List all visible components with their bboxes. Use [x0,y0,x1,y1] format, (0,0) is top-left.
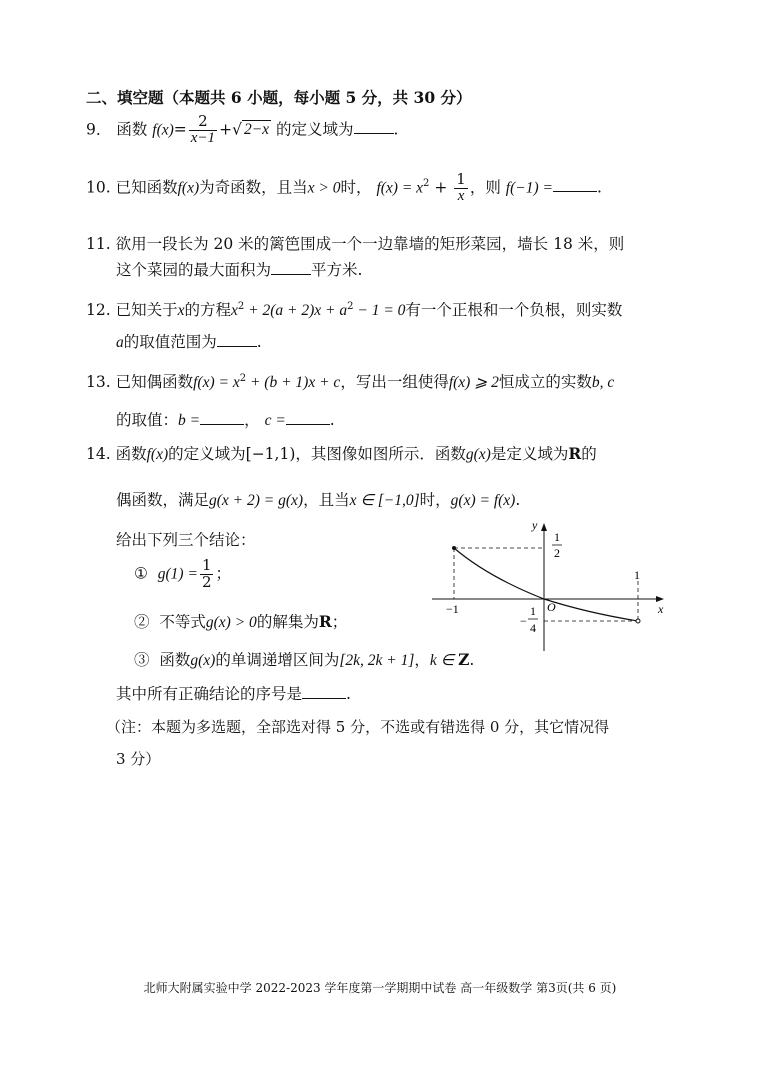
question-13: 13. 已知偶函数$f(x) = x^2 + (b + 1)x + c$，写出一组使得f(x) ⩾ 2恒成立的实数b, c [86,372,615,391]
q14-answer-blank[interactable] [302,698,346,699]
q13-b-blank[interactable] [200,424,244,425]
q14-note-line2: 3 分） [116,750,161,768]
one-label: 1 [634,568,640,582]
q12-answer-blank[interactable] [217,346,257,347]
y-axis-arrow [541,523,547,531]
c1-fraction: $\frac{1}{2}$ [201,556,212,591]
function-curve [454,548,638,621]
q14-conclusion-3: ③ 函数g(x)的单调递增区间为[2k, 2k + 1]，k ∈ Z. [134,650,475,669]
q14-conclusion-1: ① g(1) = $\frac{1}{2}$ ； [134,556,231,591]
x-axis-label: x [658,602,664,616]
curve-start-point [452,546,456,550]
question-14: 14. 函数f(x)的定义域为[−1,1)，其图像如图所示．函数g(x)是定义域为R的 [86,444,597,463]
q9-fraction: $\frac{2}{x-1}$ [190,112,216,146]
q9-number: 9． [86,120,112,139]
question-11-line2: 这个菜园的最大面积为 平方米. [116,261,363,279]
quarter-numerator: 1 [530,604,536,618]
page-footer: 北师大附属实验中学 2022-2023 学年度第一学期期中试卷 高一年级数学 第3页(共 6 页) [143,981,617,995]
question-12-line2: a的取值范围为 . [116,333,262,351]
function-graph [428,515,678,655]
question-9: 9． 函数 f(x)= $\frac{2}{x-1}$ +√ 2−x 的定义域为 . [86,112,399,146]
half-denominator: 2 [554,546,560,560]
q14-conclusion-2: ② 不等式g(x) > 0的解集为R； [134,612,348,631]
q14-note-line1: （注：本题为多选题，全部选对得 5 分，不选或有错选得 0 分，其它情况得 [106,718,610,736]
q11-answer-blank[interactable] [271,274,311,275]
q14-question: 其中所有正确结论的序号是 . [116,685,351,703]
question-12: 12. 已知关于x的方程$x^2 + 2(a + 2)x + a^2 - 1 = 0$有一个正根和一个负根，则实数 [86,300,623,319]
quarter-denominator: 4 [530,621,536,635]
question-10: 10. 已知函数f(x)为奇函数，且当x > 0时， $f(x) = x^2$ + $\frac{1}{x}$ ，则 f(−1) = . [86,170,602,204]
quarter-minus: − [520,614,527,628]
curve-end-open-point [636,619,640,623]
question-13-line2: 的取值：b = ， c = . [116,411,335,429]
section-title: 二、填空题（本题共 6 小题，每小题 5 分，共 30 分） [86,88,472,107]
half-numerator: 1 [554,530,560,544]
neg-one-label: −1 [446,602,459,616]
origin-label: O [547,600,556,614]
y-axis-label: y [532,518,538,532]
q10-fraction: $\frac{1}{x}$ [456,170,466,204]
q14-intro: 给出下列三个结论： [116,531,256,549]
q13-c-blank[interactable] [286,424,330,425]
question-11: 11. 欲用一段长为 20 米的篱笆围成一个一边靠墙的矩形菜园，墙长 18 米，则 [86,235,625,253]
question-14-line2: 偶函数，满足g(x + 2) = g(x)，且当x ∈ [−1,0]时，g(x) = f(x). [116,491,521,509]
q9-answer-blank[interactable] [354,133,394,134]
q10-answer-blank[interactable] [553,191,597,192]
